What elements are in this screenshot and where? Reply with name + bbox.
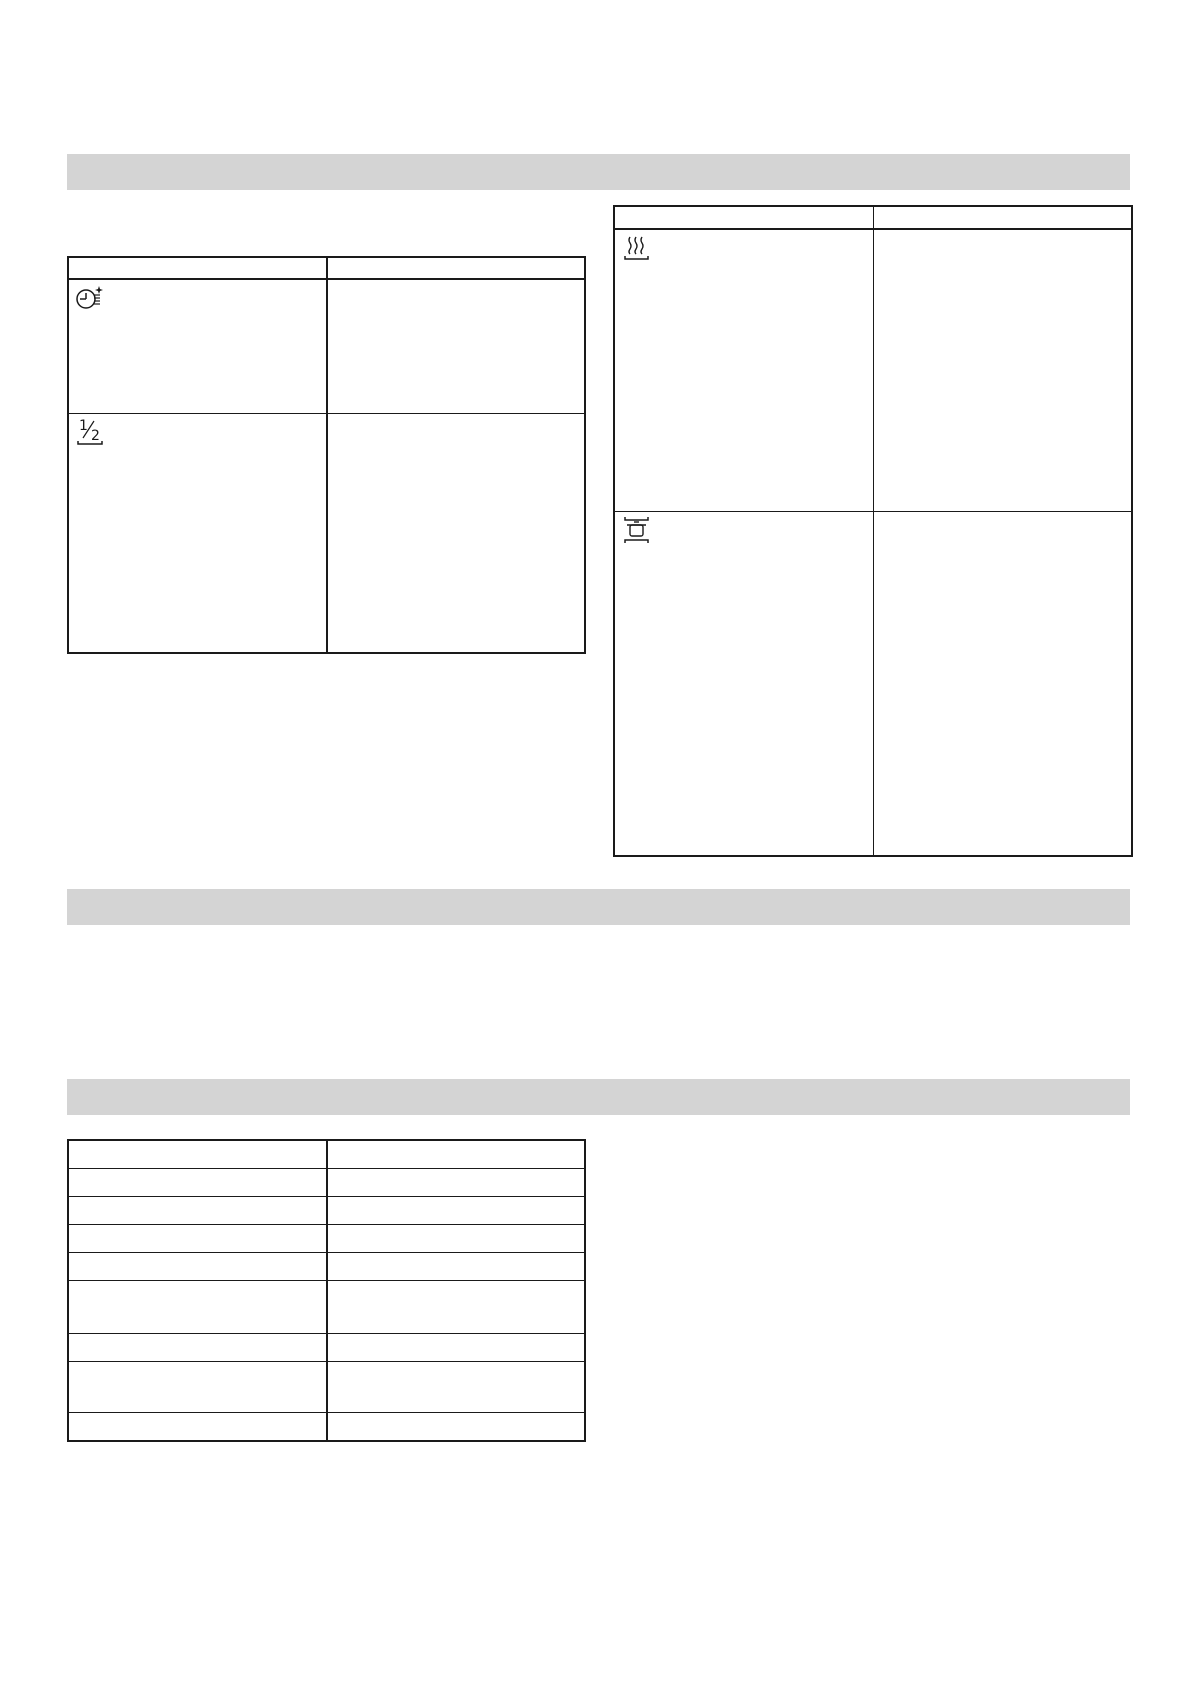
column-divider bbox=[326, 258, 328, 652]
section-header-3 bbox=[67, 1079, 1130, 1115]
row-divider bbox=[69, 1333, 584, 1334]
row-divider bbox=[69, 1168, 584, 1169]
clock-sparkle-icon bbox=[75, 284, 105, 312]
column-divider bbox=[873, 207, 874, 855]
section-header-1 bbox=[67, 154, 1130, 190]
row-divider bbox=[69, 1361, 584, 1362]
row-divider bbox=[69, 1224, 584, 1225]
svg-text:1: 1 bbox=[79, 418, 88, 434]
spec-table bbox=[67, 1139, 586, 1442]
pot-icon bbox=[623, 515, 651, 545]
row-divider bbox=[69, 1280, 584, 1281]
column-divider bbox=[326, 1141, 328, 1440]
half-load-icon bbox=[75, 416, 105, 446]
row-divider bbox=[69, 1196, 584, 1197]
svg-text:2: 2 bbox=[91, 428, 100, 444]
steam-icon bbox=[623, 234, 651, 262]
row-divider bbox=[69, 1412, 584, 1413]
options-table-right bbox=[613, 205, 1133, 857]
options-table-left bbox=[67, 256, 586, 654]
row-divider bbox=[69, 1252, 584, 1253]
section-header-2 bbox=[67, 889, 1130, 925]
